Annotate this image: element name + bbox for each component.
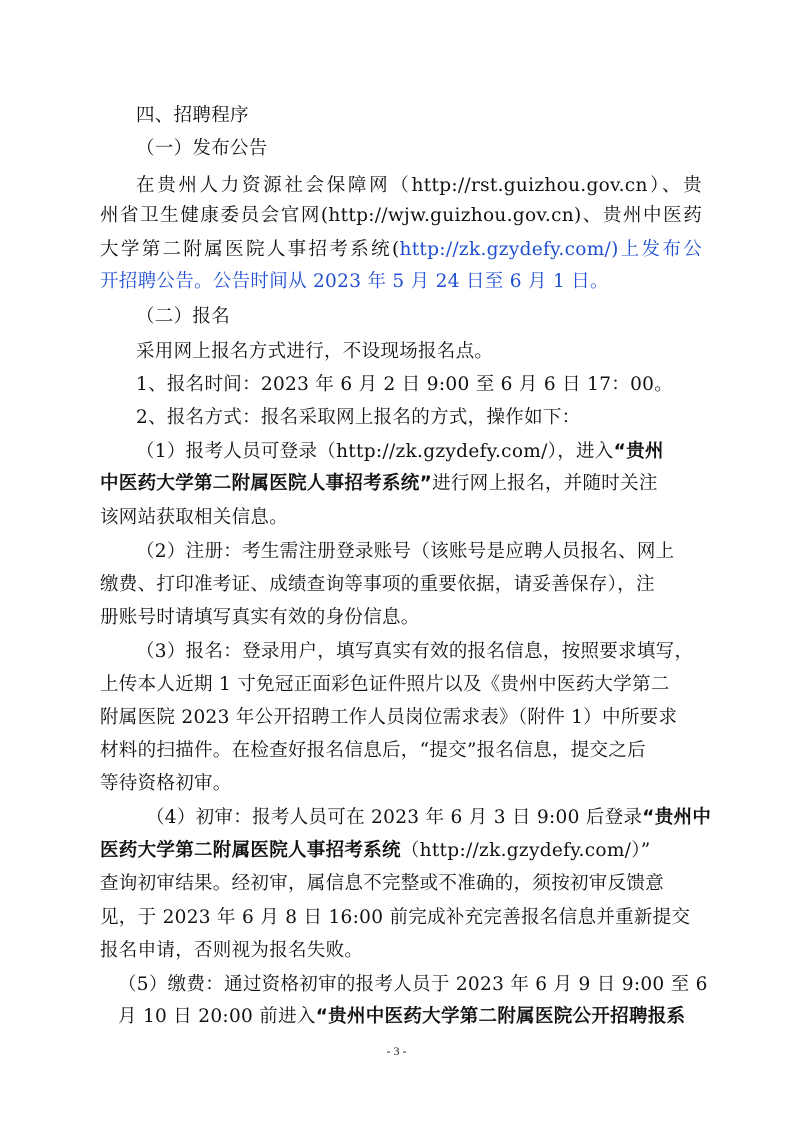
- registration-method: 2、报名方式：报名采取网上报名的方式，操作如下：: [136, 407, 581, 428]
- step-1-line: [136, 440, 736, 464]
- section-title: 四、招聘程序: [136, 105, 249, 126]
- step-3-line: 附属医院 2023 年公开招聘工作人员岗位需求表》（附件 1）中所要求: [100, 707, 678, 728]
- step-2-line: 册账号时请填写真实有效的身份信息。: [100, 607, 420, 628]
- step-1-line: [100, 472, 700, 496]
- system-name-bold: “贵州中医药大学第二附属医院公开招聘报系: [315, 1006, 686, 1027]
- step-2-line: 缴费、打印准考证、成绩查询等事项的重要依据，请妥善保存），注: [100, 574, 655, 595]
- step-3-line: （3）报名：登录用户，填写真实有效的报名信息，按照要求填写，: [136, 641, 694, 662]
- step-4-line: 见，于 2023 年 6 月 8 日 16:00 前完成补充完善报名信息并重新提交: [100, 907, 691, 928]
- step-3-line: 等待资格初审。: [100, 773, 232, 794]
- step-text: 月 10 日 20:00 前进入: [118, 1006, 316, 1027]
- page-number: - 3 -: [386, 1044, 407, 1058]
- step-5-line: （5）缴费：通过资格初审的报考人员于 2023 年 6 月 9 日 9:00 至 6: [118, 974, 708, 995]
- system-name-bold: “贵州: [613, 441, 664, 462]
- system-name-bold: 医药大学第二附属医院人事招考系统: [100, 840, 401, 861]
- paragraph-line: 采用网上报名方式进行，不设现场报名点。: [136, 341, 494, 362]
- step-text: （1）报考人员可登录（http://zk.gzydefy.com/），进入: [136, 441, 614, 462]
- system-url-link[interactable]: http://zk.gzydefy.com/)上发布公: [399, 239, 703, 260]
- paragraph-text: 大学第二附属医院人事招考系统(: [100, 239, 400, 260]
- paragraph-line: 州省卫生健康委员会官网(http://wjw.guizhou.gov.cn)、贵州中医药: [100, 205, 702, 226]
- subsection-title-registration: （二）报名: [136, 306, 231, 327]
- paragraph-line: [100, 238, 702, 262]
- step-2-line: （2）注册：考生需注册登录账号（该账号是应聘人员报名、网上: [136, 541, 675, 562]
- step-3-line: 上传本人近期 1 寸免冠正面彩色证件照片以及《贵州中医药大学第二: [100, 674, 670, 695]
- announcement-period: 开招聘公告。公告时间从 2023 年 5 月 24 日至 6 月 1 日。: [100, 271, 609, 292]
- step-5-line: [118, 1005, 718, 1029]
- system-url: （http://zk.gzydefy.com/）”: [400, 840, 651, 861]
- step-4-line: [100, 839, 700, 863]
- step-text: （4）初审：报考人员可在 2023 年 6 月 3 日 9:00 后登录: [146, 807, 643, 828]
- registration-time: 1、报名时间：2023 年 6 月 2 日 9:00 至 6 月 6 日 17：00。: [136, 374, 674, 395]
- paragraph-line: 在贵州人力资源社会保障网（http://rst.guizhou.gov.cn）、贵: [136, 175, 702, 196]
- step-4-line: 报名申请，否则视为报名失败。: [100, 940, 364, 961]
- system-name-bold: 中医药大学第二附属医院人事招考系统”: [100, 473, 433, 494]
- step-4-line: [146, 806, 746, 830]
- step-4-line: 查询初审结果。经初审，属信息不完整或不准确的，须按初审反馈意: [100, 873, 665, 894]
- system-name-bold: “贵州中: [642, 807, 712, 828]
- step-3-line: 材料的扫描件。在检查好报名信息后，“提交”报名信息，提交之后: [100, 740, 646, 761]
- subsection-title-announcement: （一）发布公告: [136, 138, 268, 159]
- step-1-line: 该网站获取相关信息。: [100, 507, 289, 528]
- step-text: 进行网上报名，并随时关注: [432, 473, 658, 494]
